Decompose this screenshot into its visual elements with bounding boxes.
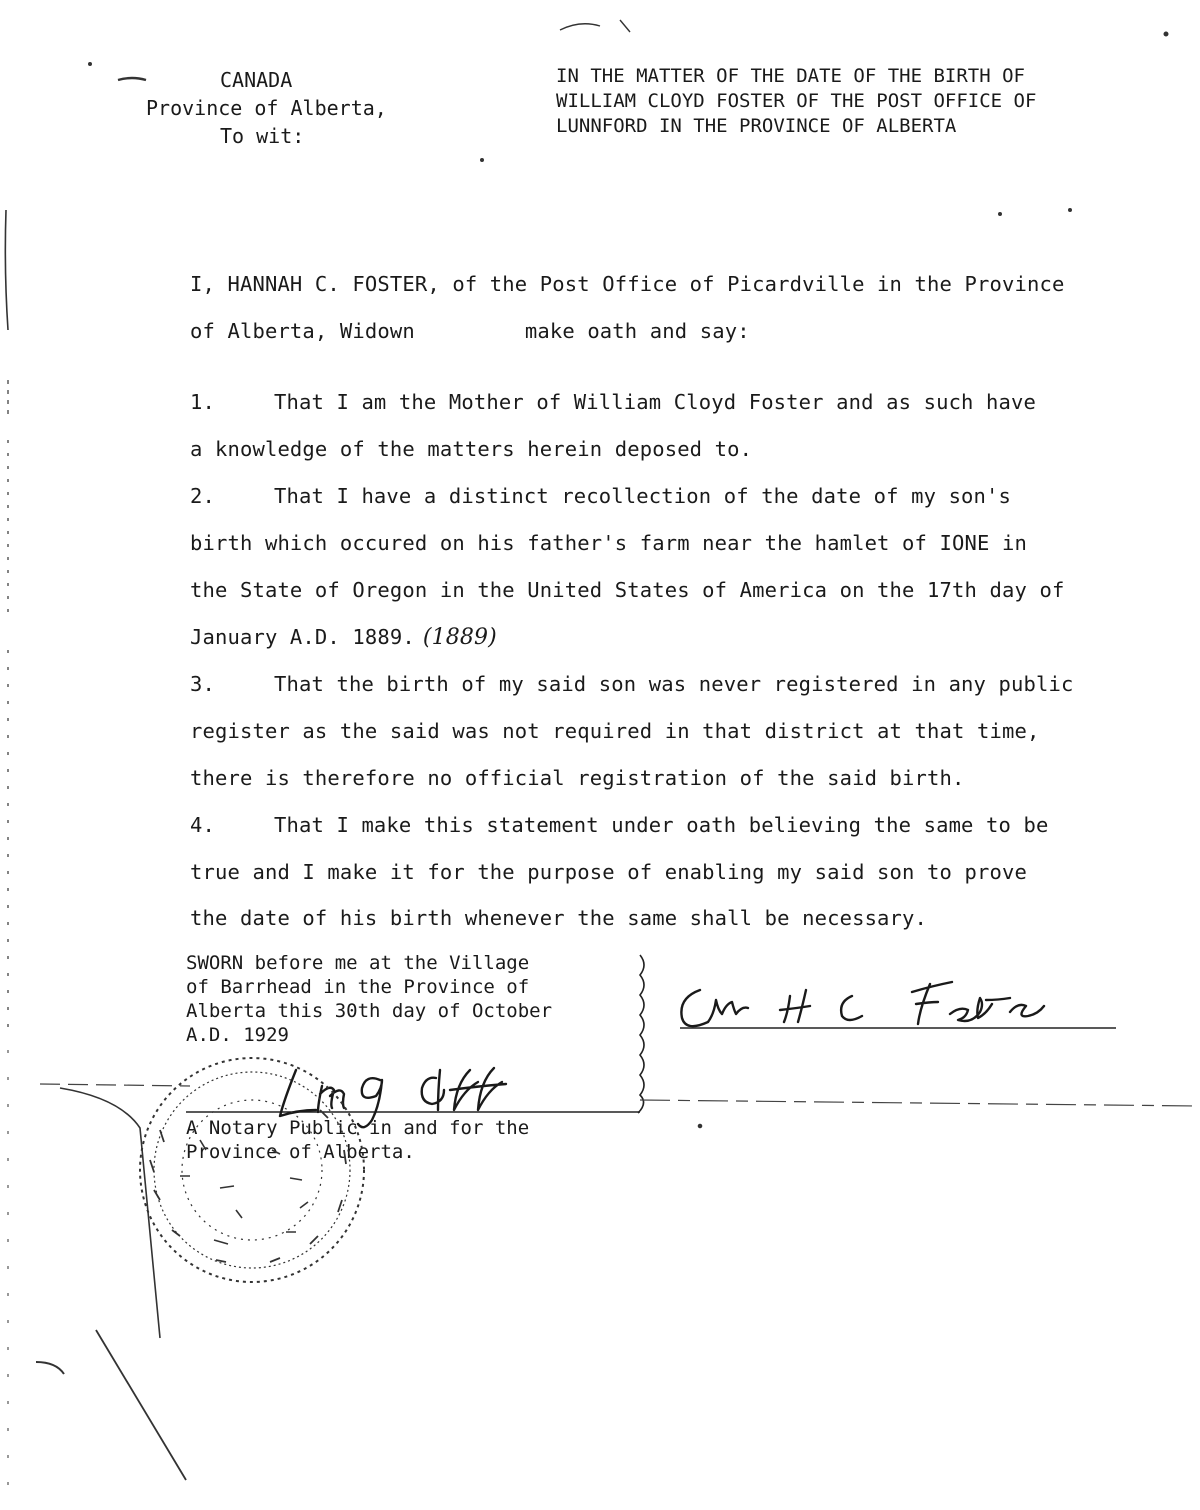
paragraph-line: That I am the Mother of William Cloyd Foster and as such have	[274, 390, 1037, 414]
dashed-rule	[40, 1084, 190, 1086]
jurat-line: A.D. 1929	[186, 1024, 289, 1046]
province-label: Province of Alberta,	[146, 96, 387, 120]
dashed-rule	[640, 1100, 1198, 1106]
paragraph-line: That I make this statement under oath believing the same to be	[274, 813, 1049, 837]
paragraph-line: birth which occured on his father's farm near the hamlet of IONE in	[190, 531, 1027, 555]
to-wit-label: To wit:	[220, 124, 305, 148]
paragraph-number: 4.	[190, 813, 215, 837]
notary-line: Province of Alberta.	[186, 1141, 415, 1163]
jurat-line: SWORN before me at the Village	[186, 952, 530, 974]
intro-status: of Alberta, Widown	[190, 319, 415, 343]
paragraph-line: register as the said was not required in that district at that time,	[190, 719, 1040, 743]
paragraph-line: true and I make it for the purpose of enabling my said son to prove	[190, 860, 1027, 884]
jurat-line: of Barrhead in the Province of	[186, 976, 530, 998]
jurat-line: Alberta this 30th day of October	[186, 1000, 553, 1022]
jurat-bracket	[638, 955, 644, 1113]
notary-signature	[280, 1068, 506, 1127]
paragraph-line: That the birth of my said son was never registered in any public	[274, 672, 1074, 696]
paragraph-line: there is therefore no official registration of the said birth.	[190, 766, 965, 790]
notary-line: A Notary Public in and for the	[186, 1117, 530, 1139]
paragraph-number: 1.	[190, 390, 215, 414]
handwritten-year: (1889)	[422, 625, 497, 650]
paragraph-line: a knowledge of the matters herein deposed to.	[190, 437, 753, 461]
intro-line: I, HANNAH C. FOSTER, of the Post Office of Picardville in the Province	[190, 272, 1065, 296]
country-label: CANADA	[220, 68, 293, 92]
matter-line: WILLIAM CLOYD FOSTER OF THE POST OFFICE OF	[556, 90, 1037, 112]
notary-seal	[140, 1058, 364, 1282]
paragraph-line: January A.D. 1889.	[190, 625, 415, 649]
intro-oath: make oath and say:	[524, 319, 750, 343]
paragraph-line: the date of his birth whenever the same shall be necessary.	[190, 906, 928, 930]
scan-artifacts	[5, 20, 1168, 1500]
matter-line: LUNNFORD IN THE PROVINCE OF ALBERTA	[556, 115, 957, 137]
paragraph-line: the State of Oregon in the United States of America on the 17th day of	[190, 578, 1065, 602]
deponent-signature	[681, 982, 1044, 1026]
paragraph-line: That I have a distinct recollection of the date of my son's	[274, 484, 1012, 508]
paragraph-number: 3.	[190, 672, 215, 696]
matter-line: IN THE MATTER OF THE DATE OF THE BIRTH OF	[556, 65, 1025, 87]
paragraph-number: 2.	[190, 484, 215, 508]
